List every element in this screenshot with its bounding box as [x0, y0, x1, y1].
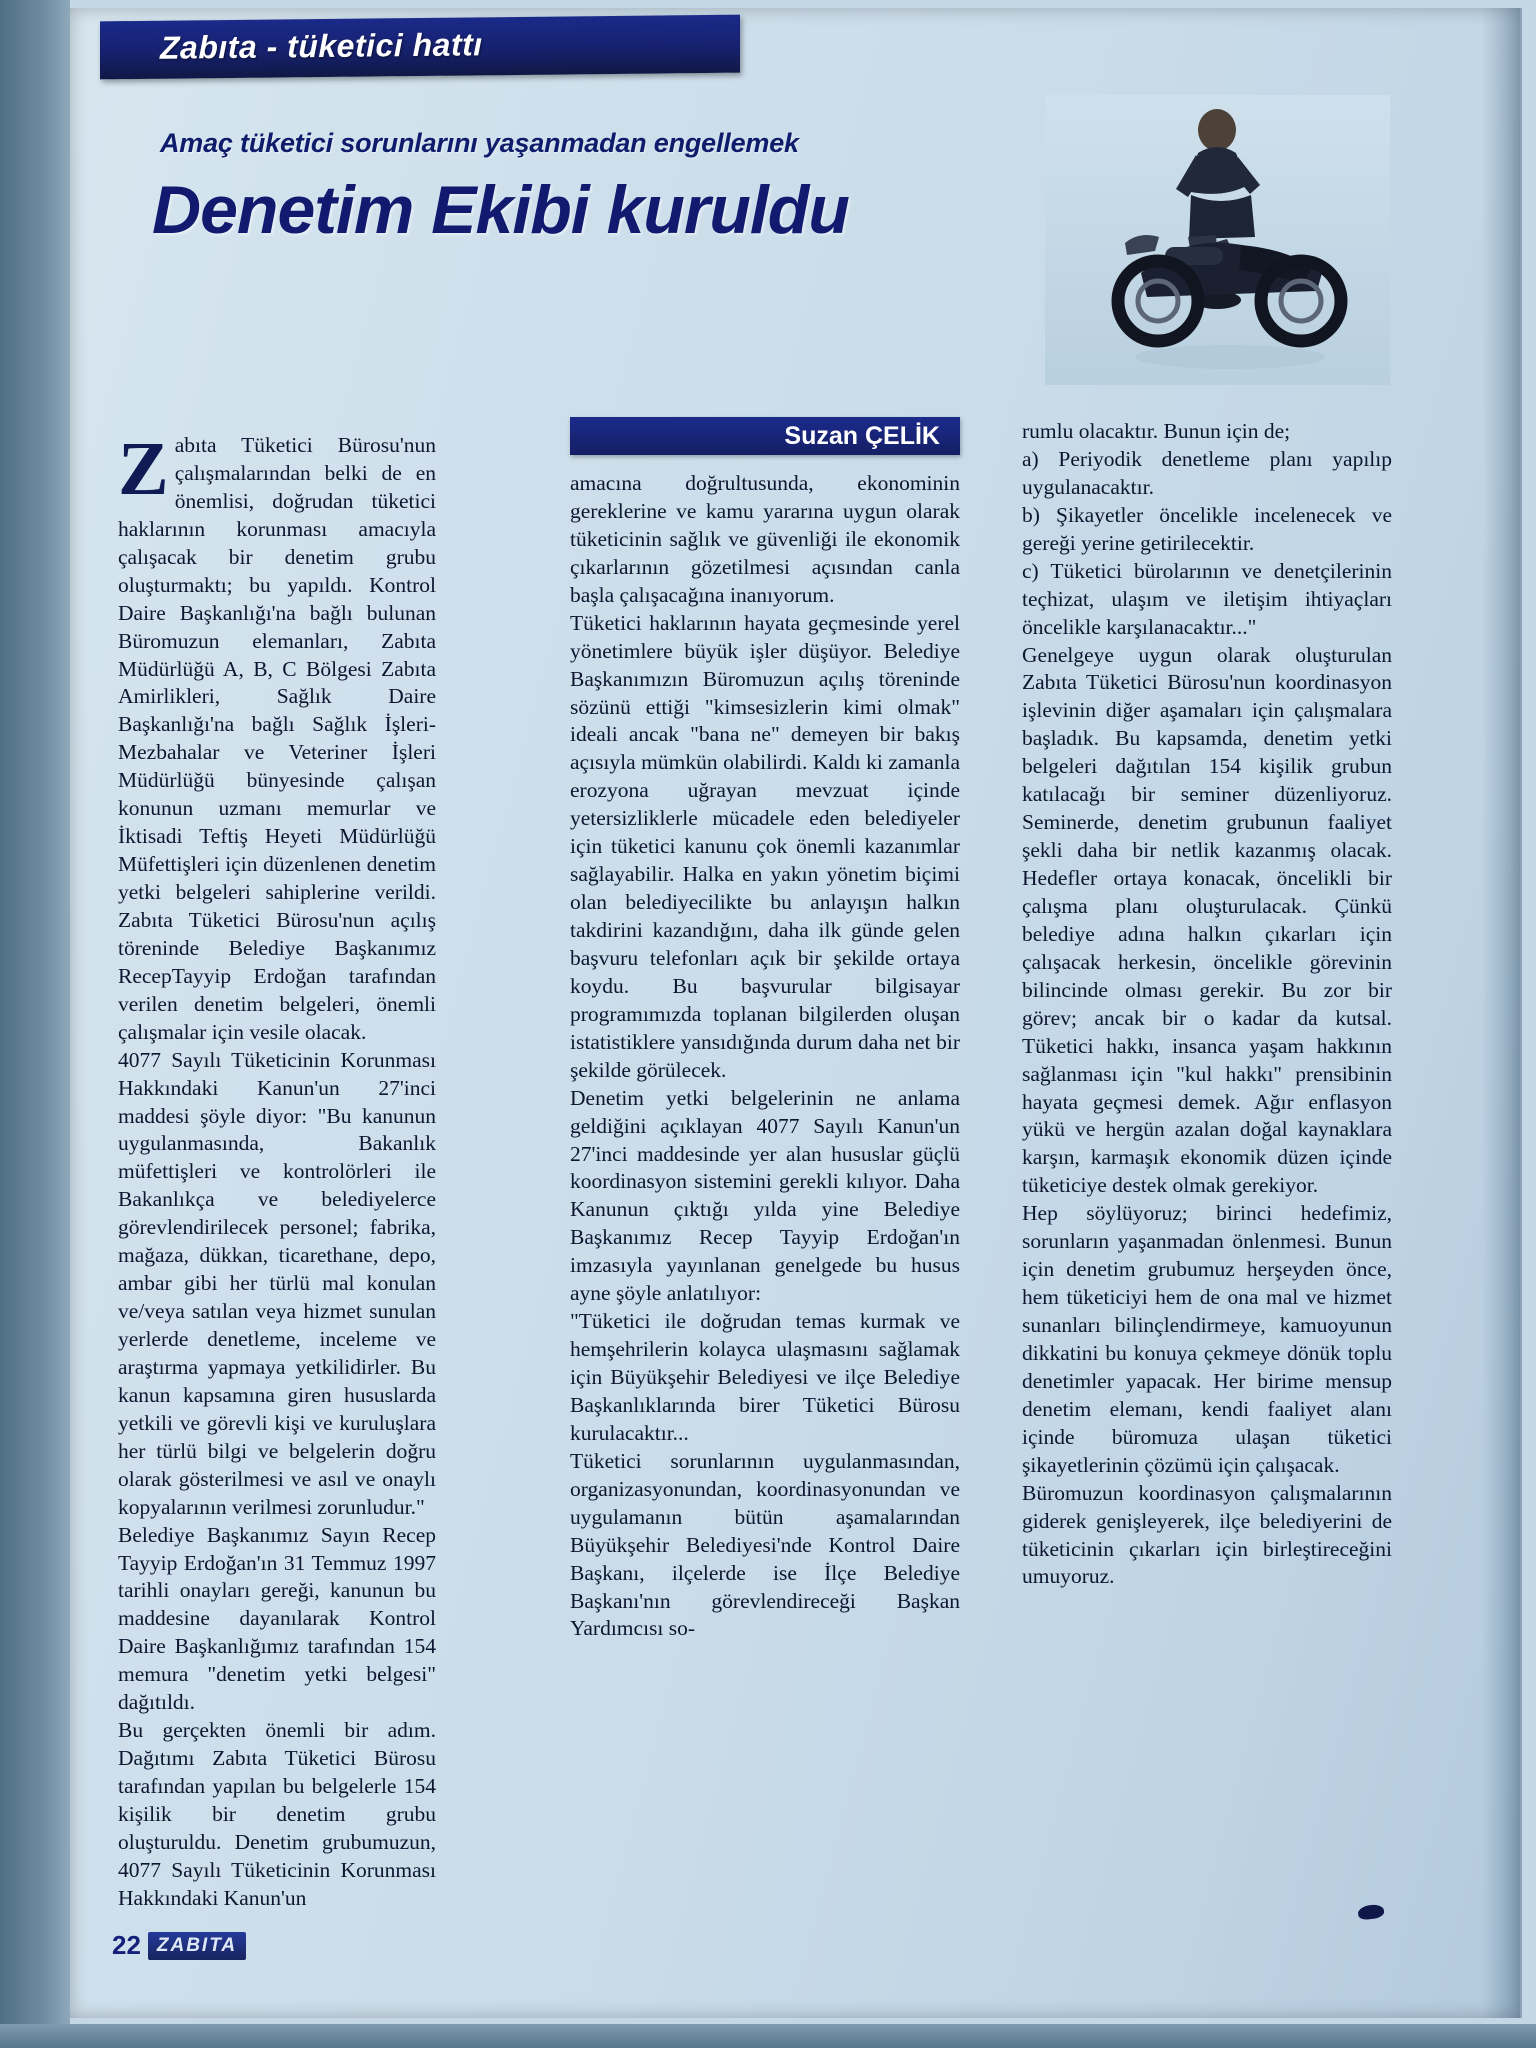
- article-kicker: Amaç tüketici sorunlarını yaşanmadan engellemek: [160, 128, 799, 158]
- author-name: Suzan ÇELİK: [784, 422, 940, 450]
- paragraph: 4077 Sayılı Tüketicinin Korunması Hakkındaki Kanun'un 27'inci maddesi şöyle diyor: "Bu kanunun uygulanmasında, Bakanlık müfettişleri ve kontrolörleri ile Bakanlıkça ve belediyelerce görevlendirilecek personel; fabrika, mağaza, dükkan, ticarethane, depo, ambar gibi her türlü mal konulan ve/veya satılan veya hizmet sunulan yerlerde denetleme, inceleme ve araştırma yapmaya yetkilidirler. Bu kanun kapsamına giren hususlarda yetkili ve görevli kişi ve kuruluşlara her türlü bilgi ve belgelerin doğru olarak gösterilmesi ve asıl ve onaylı kopyalarının verilmesi zorunludur.": [118, 1047, 436, 1519]
- paragraph: Bu gerçekten önemli bir adım. Dağıtımı Zabıta Tüketici Bürosu tarafından yapılan bu belgelerle 154 kişilik bir denetim grubu oluşturuldu. Denetim grubumuzun, 4077 Sayılı Tüketicinin Korunması Hakkındaki Kanun'un: [118, 1718, 436, 1910]
- column-two: [570, 470, 960, 1643]
- paragraph: Hep söylüyoruz; birinci hedefimiz, sorunların yaşanmadan önlenmesi. Bunun için denetim grubumuz herşeyden önce, hem tüketiciyi hem de ona mal ve hizmet sunanları bilinçlendirmeye, kamuoyunun dikkatini bu konuya çekmeye dönük toplu denetimler yapacak. Her birime mensup denetim elemanı, kendi faaliyet alanı içinde büromuza ulaşan tüketici şikayetlerinin çözümü için çalışacak.: [1022, 1201, 1392, 1477]
- paragraph: Genelgeye uygun olarak oluşturulan Zabıta Tüketici Bürosu'nun koordinasyon işlevinin diğer aşamaları için çalışmalara başladık. Bu kapsamda, denetim yetki belgeleri dağıtılan 154 kişilik grubun katılacağı bir seminer düzenliyoruz. Seminerde, denetim grubunun faaliyet şekli daha bir netlik kazanmış olacak. Hedefler ortaya konacak, öncelikli bir çalışma planı oluşturulacak. Çünkü belediye adına halkın çıkarları için çalışacak herkesin, öncelikle görevinin bilincinde olması gerekir. Bu zor bir görev; ancak bir o kadar da kutsal. Tüketici hakkı, insanca yaşam hakkının sağlanması için "kul hakkı" prensibinin hayata geçmesi demek. Ağır enflasyon yükü ve hergün azalan doğal kaynaklara karşın, karmaşık ekonomik düzen içinde tüketiciye destek olmak gerekiyor.: [1022, 642, 1392, 1198]
- page-left-edge: [0, 0, 70, 2048]
- paragraph: "Tüketici ile doğrudan temas kurmak ve hemşehrilerin kolayca ulaşmasını sağlamak için Büyükşehir Belediyesi ve ilçe Belediye Başkanlıklarında birer Tüketici Bürosu kurulacaktır...: [570, 1309, 960, 1445]
- paragraph: Tüketici sorunlarının uygulanmasından, organizasyonundan, koordinasyonundan ve uygulamanın bütün aşamalarından Büyükşehir Belediyesi'nde Kontrol Daire Başkanı, ilçelerde ise İlçe Belediye Başkanı'nın görevlendireceği Başkan Yardımcısı so-: [570, 1448, 960, 1641]
- section-title: Zabıta - tüketici hattı: [160, 26, 483, 66]
- photo-graphic: [1045, 95, 1390, 385]
- paragraph: Denetim yetki belgelerinin ne anlama geldiğini açıklayan 4077 Sayılı Kanun'un 27'inci maddesinde yer alan hususlar güçlü koordinasyon sistemini gerekli kılıyor. Daha Kanunun çıktığı yılda yine Belediye Başkanımız Recep Tayyip Erdoğan'ın imzasıyla yayınlanan genelgede bu husus ayne şöyle anlatılıyor:: [570, 1085, 960, 1306]
- paragraph: Tüketici haklarının hayata geçmesinde yerel yönetimlere büyük işler düşüyor. Belediye Başkanımızın Büromuzun açılış töreninde sözünü ettiği "kimsesizlerin kimi olmak" ideali ancak "bana ne" demeyen bir bakış açısıyla mümkün olabilirdi. Kaldı ki zamanla erozyona uğrayan mevzuat içinde yetersizliklerle mücadele eden belediyeler için tüketici kanunu çok önemli kazanımlar sağlayabilir. Halka en yakın yönetim biçimi olan belediyecilikte bu anlayışın halkın takdirini kazandığını, daha ilk günde gelen başvuru telefonları açık bir şekilde ortaya koydu. Bu başvurular bilgisayar programımızda toplanan bilgilerden oluşan istatistiklere yansıdığında durum daha net bir şekilde görülecek.: [570, 610, 960, 1082]
- column-three: [1022, 418, 1392, 1591]
- paragraph: rumlu olacaktır. Bunun için de;: [1022, 419, 1291, 443]
- magazine-logo-text: ZABITA: [156, 1935, 238, 1956]
- magazine-logo: [148, 1932, 246, 1960]
- paragraph: Zabıta Tüketici Bürosu'nun çalışmalarından belki de en önemlisi, doğrudan tüketici haklarının korunması amacıyla çalışacak bir denetim grubu oluşturmaktı; bu yapıldı. Kontrol Daire Başkanlığı'na bağlı bulunan Büromuzun elemanları, Zabıta Müdürlüğü A, B, C Bölgesi Zabıta Amirlikleri, Sağlık Daire Başkanlığı'na bağlı Sağlık İşleri-Mezbahalar ve Veteriner İşleri Müdürlüğü bünyesinde çalışan konunun uzmanı memurlar ve İktisadi Teftiş Heyeti Müdürlüğü Müfettişleri için düzenlenen denetim yetki belgeleri sahiplerine verildi. Zabıta Tüketici Bürosu'nun açılış töreninde Belediye Başkanımız RecepTayyip Erdoğan tarafından verilen denetim belgeleri, önemli çalışmalar için vesile olacak.: [118, 427, 436, 1044]
- paragraph: Büromuzun koordinasyon çalışmalarının giderek genişleyerek, ilçe belediyerini de tüketicinin çıkarları için birleştireceğini umuyoruz.: [1022, 1480, 1392, 1589]
- motorcycle-photo: [1045, 95, 1390, 385]
- paragraph: b) Şikayetler öncelikle incelenecek ve gereği yerine getirilecektir.: [1022, 502, 1392, 555]
- paragraph: c) Tüketici bürolarının ve denetçilerinin teçhizat, ulaşım ve iletişim ihtiyaçları öncelikle karşılanacaktır...": [1022, 558, 1392, 639]
- article-headline: Denetim Ekibi kuruldu: [152, 172, 849, 248]
- paragraph: amacına doğrultusunda, ekonominin gereklerine ve kamu yararına uygun olarak tüketicinin sağlık ve güvenliği ile ekonomik çıkarlarının gözetilmesi açısından canla başla çalışacağına inanıyorum.: [570, 471, 960, 607]
- paragraph: a) Periyodik denetleme planı yapılıp uygulanacaktır.: [1022, 446, 1392, 499]
- column-one: [118, 427, 436, 1913]
- page-bottom-edge: [0, 2024, 1536, 2048]
- page-number: 22: [112, 1930, 141, 1960]
- byline-bar: [570, 417, 960, 455]
- paragraph: Belediye Başkanımız Sayın Recep Tayyip Erdoğan'ın 31 Temmuz 1997 tarihli onayları gereği, kanunun bu maddesine dayanılarak Kontrol Daire Başkanlığımız tarafından 154 memura "denetim yetki belgesi" dağıtıldı.: [118, 1522, 436, 1715]
